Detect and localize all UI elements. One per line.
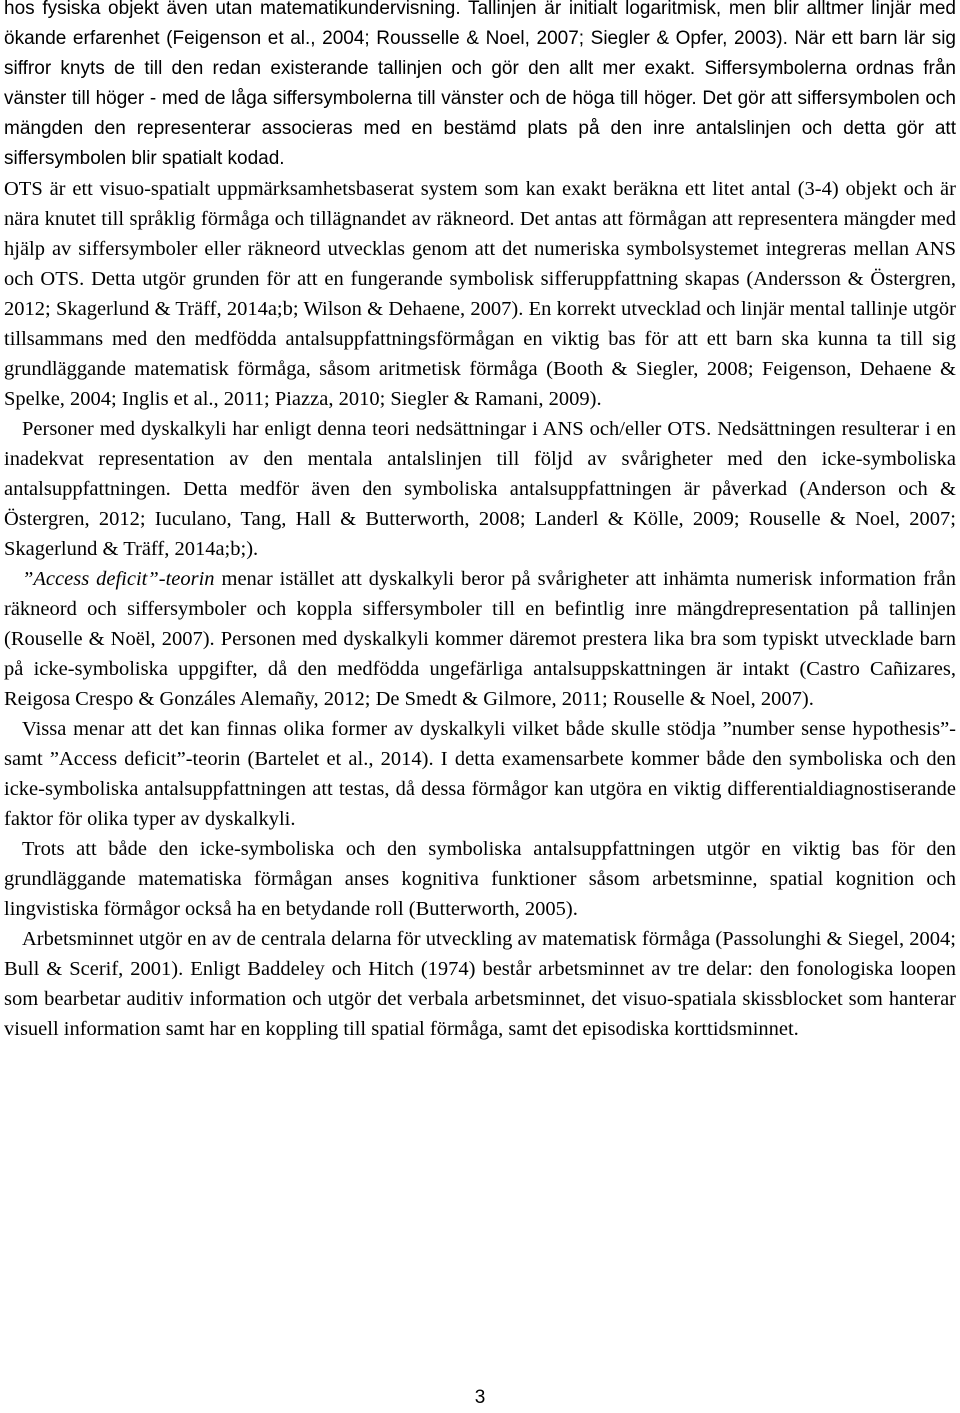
paragraph-forms-of-dyscalculia: Vissa menar att det kan finnas olika former av dyskalkyli vilket både skulle stödja ”number sense hypothesis”- samt ”Access deficit”-teorin (Bartelet et al., 2014). I detta examensarbete kommer både den symboliska och den icke-symboliska antalsuppfattningen att testas, då dessa förmågor kan utgöra en viktig differentialdiagnostiserande faktor för olika typer av dyskalkyli.: [4, 718, 956, 830]
page-number: 3: [474, 1387, 486, 1408]
access-deficit-term: ”Access deficit”-teorin: [22, 568, 215, 590]
paragraph-dyscalculia-ans: Personer med dyskalkyli har enligt denna teori nedsättningar i ANS och/eller OTS. Nedsättningen resulterar i en inadekvat representation av den mentala antalslinjen till följd av svårigheter med den icke-symboliska antalsuppfattningen. Detta medför även den symboliska antalsuppfattningen är påverkad (Anderson och & Östergren, 2012; Iuculano, Tang, Hall & Butterworth, 2008; Landerl & Kölle, 2009; Rouselle & Noel, 2007; Skagerlund & Träff, 2014a;b;).: [4, 418, 956, 560]
paragraph-number-line: hos fysiska objekt även utan matematikundervisning. Tallinjen är initialt logaritmisk, men blir alltmer linjär med ökande erfarenhet (Feigenson et al., 2004; Rousselle & Noel, 2007; Siegler & Opfer, 2003). När ett barn lär sig siffror knyts de till den redan existerande tallinjen och gör den allt mer exakt. Siffersymbolerna ordnas från vänster till höger - med de låga siffersymbolerna till vänster och de höga till höger. Det gör att siffersymbolen och mängden den representerar associeras med en bestämd plats på den inre antalslinjen och detta gör att siffersymbolen blir spatialt kodad.: [4, 0, 956, 169]
paragraph-access-deficit: [4, 564, 956, 714]
paragraph-cognitive-functions: Trots att både den icke-symboliska och den symboliska antalsuppfattningen utgör en viktig bas för den grundläggande matematiska förmågan anses kognitiva funktioner såsom arbetsminne, spatial kognition och lingvistiska förmågor också ha en betydande roll (Butterworth, 2005).: [4, 838, 956, 920]
access-deficit-body: menar istället att dyskalkyli beror på svårigheter att inhämta numerisk information från räkneord och siffersymboler och koppla siffersymboler till en befintlig inre mängdrepresentation på tallinjen (Rouselle & Noël, 2007). Personen med dyskalkyli kommer däremot prestera lika bra som typiskt utvecklade barn på icke-symboliska uppgifter, då den medfödda ungefärliga antalsuppskattningen är intakt (Castro Cañizares, Reigosa Crespo & Gonzáles Alemañy, 2012; De Smedt & Gilmore, 2011; Rouselle & Noel, 2007).: [4, 568, 956, 710]
paragraph-ots: OTS är ett visuo-spatialt uppmärksamhetsbaserat system som kan exakt beräkna ett litet antal (3-4) objekt och är nära knutet till språklig förmåga och tillägnandet av räkneord. Det antas att förmågan att representera mängder med hjälp av siffersymboler eller räkneord utvecklas genom att det numeriska symbolsystemet integreras mellan ANS och OTS. Detta utgör grunden för att en fungerande symbolisk sifferuppfattning skapas (Andersson & Östergren, 2012; Skagerlund & Träff, 2014a;b; Wilson & Dehaene, 2007). En korrekt utvecklad och linjär mental tallinje utgör tillsammans med den medfödda antalsuppfattningsförmågan en viktig bas för att ett barn ska kunna ta till sig grundläggande matematisk förmåga, såsom aritmetisk förmåga (Booth & Siegler, 2008; Feigenson, Dehaene & Spelke, 2004; Inglis et al., 2011; Piazza, 2010; Siegler & Ramani, 2009).: [4, 178, 956, 410]
document-page: [4, 0, 956, 1044]
paragraph-working-memory: Arbetsminnet utgör en av de centrala delarna för utveckling av matematisk förmåga (Passolunghi & Siegel, 2004; Bull & Scerif, 2001). Enligt Baddeley och Hitch (1974) består arbetsminnet av tre delar: den fonologiska loopen som bearbetar auditiv information och utgör det verbala arbetsminnet, det visuo-spatiala skissblocket som hanterar visuell information samt har en koppling till spatial förmåga, samt det episodiska korttidsminnet.: [4, 928, 956, 1040]
